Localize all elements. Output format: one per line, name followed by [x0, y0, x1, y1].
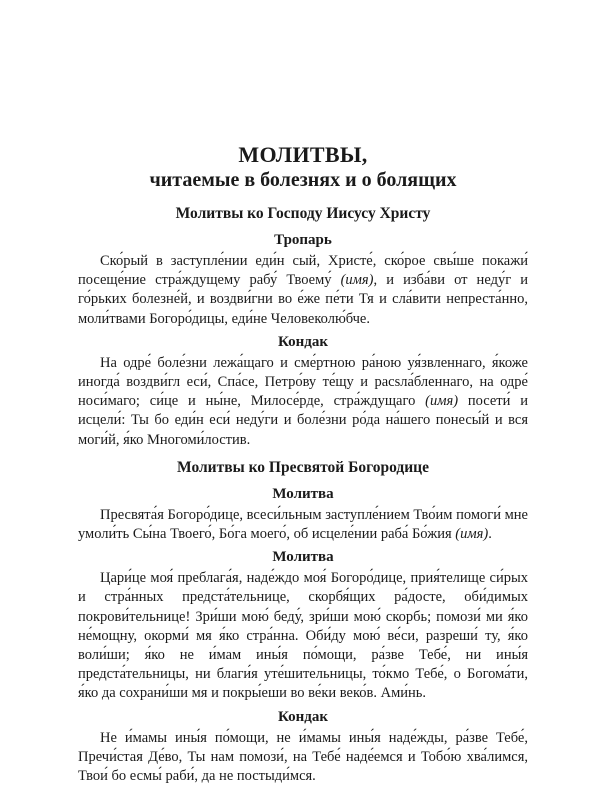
prayer-one-text-start: Пресвята́я Богоро́дице, всеси́льным заступле́нием Тво́им помоги́ мне умоли́ть Сы́на Твоего́, Бо́га моего́, об исцеле́нии раба́ Бо́жия	[78, 506, 528, 543]
page-subtitle: читаемые в болезнях и о болящих	[149, 169, 457, 191]
prayer-two-heading: Молитва	[272, 549, 334, 566]
kondak-christ-text-start: На одре́ боле́зни лежа́щаго и сме́ртною ра́ною уя́звленнаго, я́коже иногда́ воздви́гл еси́, Спа́се, Петро́ву те́щу и расsла́бленнаго, на одре́ носи́маго; си́це и ны́не, Милосе́рде, стра́ждущаго	[78, 354, 528, 410]
page-title: МОЛИТВЫ,	[238, 142, 368, 167]
tropar-heading: Тропарь	[274, 232, 332, 248]
prayer-one-text	[78, 506, 528, 544]
section-title-christ: Молитвы ко Господу Иисусу Христу	[175, 205, 431, 222]
kondak-christ-text-end: посети́ и исцели́: Ты бо еди́н еси́ неду́ги и боле́зни ро́да на́шего понесы́й и вся моги́й, я́ко Многоми́лостив.	[78, 393, 528, 448]
tropar-text	[78, 252, 528, 329]
kondak-theotokos-heading: Кондак	[277, 708, 328, 725]
tropar-text-end: , и изба́ви от неду́г и го́рьких болезне́й, и воздви́гни во е́же пе́ти Тя и сла́вити непреста́нно, моли́твами Богоро́дицы, еди́не Человеколю́бче.	[78, 272, 528, 327]
section-title-theotokos: Молитвы ко Пресвятой Богородице	[177, 458, 429, 476]
tropar-name-placeholder: (имя)	[340, 272, 374, 289]
kondak-christ-name-placeholder: (имя)	[425, 393, 459, 410]
kondak-christ-text	[78, 354, 528, 450]
tropar-text-start: Ско́рый в заступле́нии еди́н сый, Христе́, ско́рое свы́ше покажи́ посеще́ние стра́ждущему рабу́ Твоему́	[78, 253, 528, 289]
kondak-christ-heading: Кондак	[277, 333, 328, 350]
prayer-one-name-placeholder: (имя)	[455, 526, 489, 543]
document-page	[78, 142, 528, 789]
prayer-one-heading: Молитва	[272, 485, 334, 502]
prayer-one-text-end: .	[488, 526, 492, 543]
kondak-theotokos-text: Не и́мамы ины́я по́мощи, не и́мамы ины́я наде́жды, ра́зве Тебе́, Пречи́стая Де́во, Ты нам помози́, на Тебе́ наде́емся и Тобо́ю хва́лимся, Твои́ бо есмы́ раби́, да не постыди́мся.	[78, 729, 528, 785]
prayer-two-text: Цари́це моя́ преблага́я, наде́ждо моя́ Богоро́дице, прия́телище си́рых и стра́нных предста́тельнице, скорбя́щих ра́досте, оби́димых покрови́тельнице! Зри́ши мою́ беду́, зри́ши мою́ скорбь; помози́ ми я́ко не́мощну, окорми́ мя я́ко стра́нна. Оби́ду мою́ ве́си, разреши́ ту, я́ко воли́ши; я́ко не и́мам ины́я по́мощи, ра́зве Тебе́, ни ины́я предста́тельницы, ни благи́я уте́шительницы, то́кмо Тебе́, о Богома́ти, я́ко да сохрани́ши мя и покры́еши во ве́ки веко́в. Ами́нь.	[78, 570, 528, 702]
